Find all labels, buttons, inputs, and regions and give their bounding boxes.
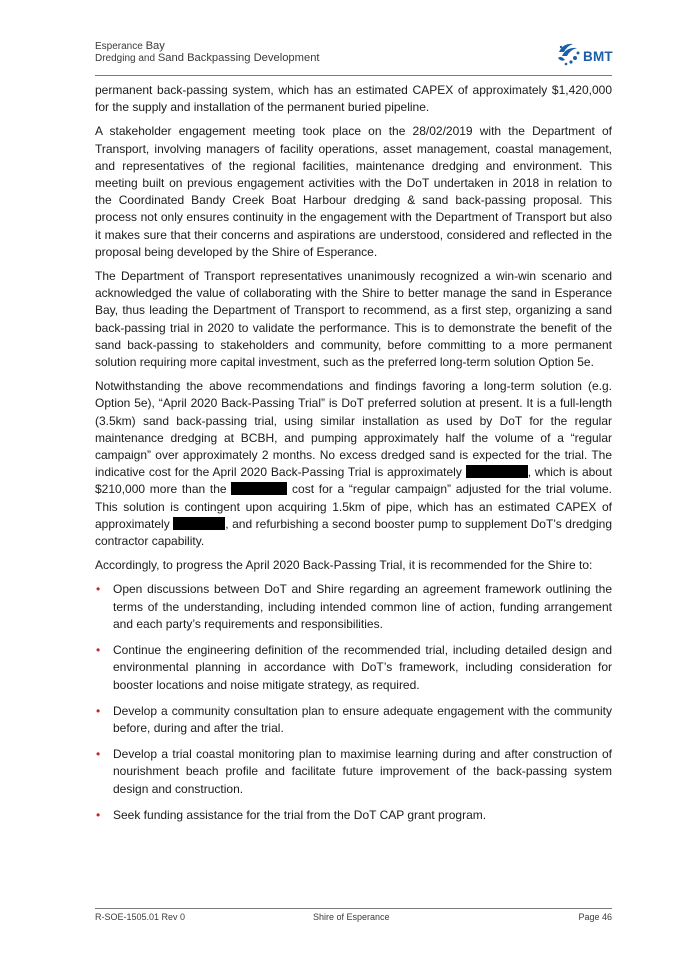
paragraph-trial-cost — [95, 378, 612, 550]
paragraph-stakeholder-meeting: A stakeholder engagement meeting took place on the 28/02/2019 with the Department of Transport, involving managers of facility operations, asset management, coastal management, and representatives of the regional facilities, maintenance dredging and environment. This meeting built on previous engagement activities with the DoT undertaken in 2018 in relation to the Coordinated Bandy Creek Boat Harbour dredging & sand back-passing proposal. This process not only ensures continuity in the engagement with the Department of Transport but also it makes sure that their concerns and aspirations are understood, considered and reflected in the proposal being developed by the Shire of Esperance. — [95, 124, 612, 259]
bmt-logo — [553, 38, 615, 68]
list-item-text: Develop a community consultation plan to ensure adequate engagement with the community before, during and after the trial. — [113, 703, 612, 735]
footer-page-number: Page 46 — [578, 912, 612, 922]
globe-icon — [553, 38, 583, 68]
footer-doc-ref: R-SOE-1505.01 Rev 0 — [95, 912, 186, 922]
list-item — [95, 642, 612, 694]
header-line2-b: Sand Backpassing Development — [157, 52, 320, 64]
bullet-icon: • — [96, 643, 101, 658]
trial-text-b: , which is about $210,000 more than the — [95, 465, 612, 497]
footer-divider — [95, 908, 612, 909]
header-divider — [95, 75, 612, 76]
header-project-name — [95, 40, 165, 52]
list-item-text: Develop a trial coastal monitoring plan to maximise learning during and after construction of nourishment beach profile and facilitate future improvement of the back-passing system design and construction. — [113, 747, 612, 796]
paragraph-capex: permanent back-passing system, which has an estimated CAPEX of approximately $1,420,000 for the supply and installation of the permanent buried pipeline. — [95, 83, 612, 115]
paragraph-dot-recommendation: The Department of Transport representatives unanimously recognized a win-win scenario and acknowledged the value of collaborating with the Shire to better manage the sand in Esperance Bay, thus leading the Department of Transport to recommend, as a first step, organizing a sand back-passing trial in 2020 to validate the performance. This is to demonstrate the benefit of the sand back-passing to stakeholders and community, before committing to a more permanent solution requiring more capital investment, such as the preferred long-term solution Option 5e. — [95, 269, 612, 370]
bullet-icon: • — [96, 582, 101, 597]
footer-client: Shire of Esperance — [313, 912, 390, 922]
redacted-campaign-cost — [231, 482, 287, 495]
trial-text-c: cost for a “regular campaign” adjusted for the trial volume. This solution is contingent upon acquiring 1.5km of pipe, which has an estimated CAPEX of approximately — [95, 482, 613, 531]
header-line2-a: Dredging and — [95, 53, 158, 64]
page-header — [95, 38, 615, 76]
paragraph-recommendation-intro: Accordingly, to progress the April 2020 Back-Passing Trial, it is recommended for the Shire to: — [95, 558, 593, 573]
list-item-text: Open discussions between DoT and Shire regarding an agreement framework outlining the terms of the understanding, including intended common line of action, funding arrangement and each party’s requirements and responsibilities. — [113, 582, 612, 631]
header-project-subtitle — [95, 52, 320, 64]
redacted-trial-cost — [466, 465, 528, 478]
logo-text: BMT — [583, 49, 613, 64]
page-body — [95, 80, 612, 833]
list-item-text: Continue the engineering definition of the recommended trial, including detailed design and environmental planning in accordance with DoT’s framework, including consideration for booster locations and noise mitigate strategy, as required. — [113, 643, 612, 692]
list-item — [95, 703, 612, 737]
list-item — [95, 807, 612, 824]
header-line1-b: Bay — [145, 40, 165, 52]
redacted-pipe-capex — [173, 517, 225, 530]
list-item — [95, 581, 612, 633]
recommendation-list — [95, 581, 612, 823]
bullet-icon: • — [96, 807, 101, 822]
trial-text-d: , and refurbishing a second booster pump to supplement DoT’s dredging contractor capability. — [95, 516, 612, 549]
bullet-icon: • — [96, 747, 101, 762]
header-line1-a: Esperance — [95, 41, 146, 52]
list-item — [95, 746, 612, 798]
list-item-text: Seek funding assistance for the trial from the DoT CAP grant program. — [113, 807, 487, 822]
trial-text-a: Notwithstanding the above recommendations and findings favoring a long-term solution (e.g. Option 5e), “April 2020 Back-Passing Trial” is DoT preferred solution at present. It is a full-length (3.5km) sand back-passing trial, using similar installation as used by DoT for the regular maintenance dredging at BCBH, and pumping approximately half the volume of a “regular campaign” over approximately 2 months. No excess dredged sand is expected for the trial. The indicative cost for the April 2020 Back-Passing Trial is approximately — [95, 379, 612, 480]
bullet-icon: • — [96, 703, 101, 718]
